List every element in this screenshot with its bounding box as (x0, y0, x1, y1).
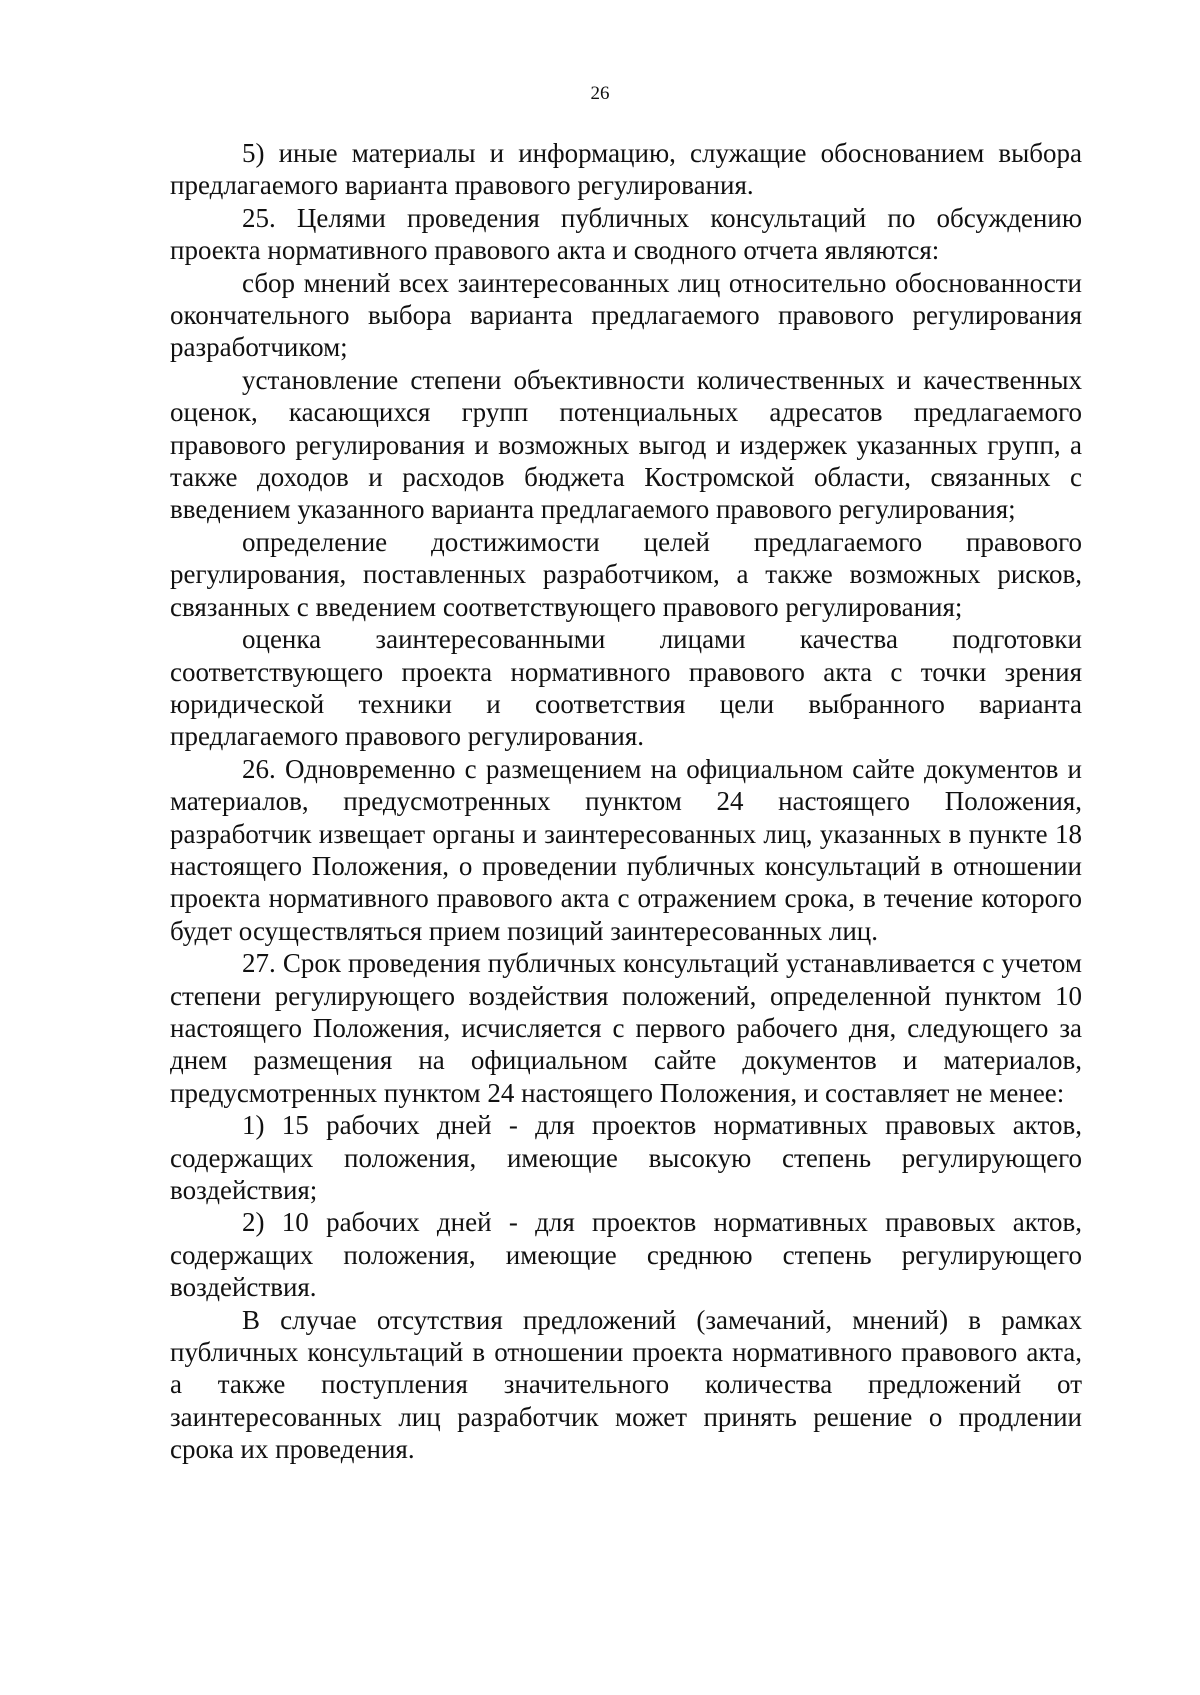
paragraph-goal-achievability: определение достижимости целей предлагаемого правового регулирования, поставленных разработчиком, а также возможных рисков, связанных с введением соответствующего правового регулирования; (170, 526, 1082, 622)
paragraph-term-15-days: 1) 15 рабочих дней - для проектов нормативных правовых актов, содержащих положения, имеющие высокую степень регулирующего воздействия; (170, 1110, 1082, 1205)
paragraph-item-5-other-materials: 5) иные материалы и информацию, служащие обоснованием выбора предлагаемого варианта правового регулирования. (170, 138, 1082, 201)
paragraph-term-10-days: 2) 10 рабочих дней - для проектов нормативных правовых актов, содержащих положения, имеющие среднюю степень регулирующего воздействия. (170, 1207, 1082, 1303)
paragraph-clause-27: 27. Срок проведения публичных консультаций устанавливается с учетом степени регулирующего воздействия положений, определенной пунктом 10 настоящего Положения, исчисляется с первого рабочего дня, следующего за днем размещения на официальном сайте документов и материалов, предусмотренных пунктом 24 настоящего Положения, и составляет не менее: (170, 948, 1082, 1108)
paragraph-goal-quality-assessment: оценка заинтересованными лицами качества подготовки соответствующего проекта нормативного правового акта с точки зрения юридической техники и соответствия цели выбранного варианта предлагаемого правового регулирования. (170, 624, 1082, 752)
document-body (170, 137, 1082, 1466)
paragraph-extension: В случае отсутствия предложений (замечаний, мнений) в рамках публичных консультаций в отношении проекта нормативного правового акта, а также поступления значительного количества предложений от заинтересованных лиц разработчик может принять решение о продлении срока их проведения. (170, 1304, 1082, 1465)
paragraph-goal-objectivity: установление степени объективности количественных и качественных оценок, касающихся групп потенциальных адресатов предлагаемого правового регулирования и возможных выгод и издержек указанных групп, а также доходов и расходов бюджета Костромской области, связанных с введением указанного варианта предлагаемого правового регулирования; (170, 364, 1082, 525)
paragraph-clause-25: 25. Целями проведения публичных консультаций по обсуждению проекта нормативного правового акта и сводного отчета являются: (170, 202, 1082, 266)
paragraph-clause-26: 26. Одновременно с размещением на официальном сайте документов и материалов, предусмотренных пунктом 24 настоящего Положения, разработчик извещает органы и заинтересованных лиц, указанных в пункте 18 настоящего Положения, о проведении публичных консультаций в отношении проекта нормативного правового акта с отражением срока, в течение которого будет осуществляться прием позиций заинтересованных лиц. (170, 753, 1082, 946)
paragraph-goal-collect-opinions: сбор мнений всех заинтересованных лиц относительно обоснованности окончательного выбора варианта предлагаемого правового регулирования разработчиком; (170, 267, 1082, 363)
page-number: 26 (590, 83, 610, 104)
